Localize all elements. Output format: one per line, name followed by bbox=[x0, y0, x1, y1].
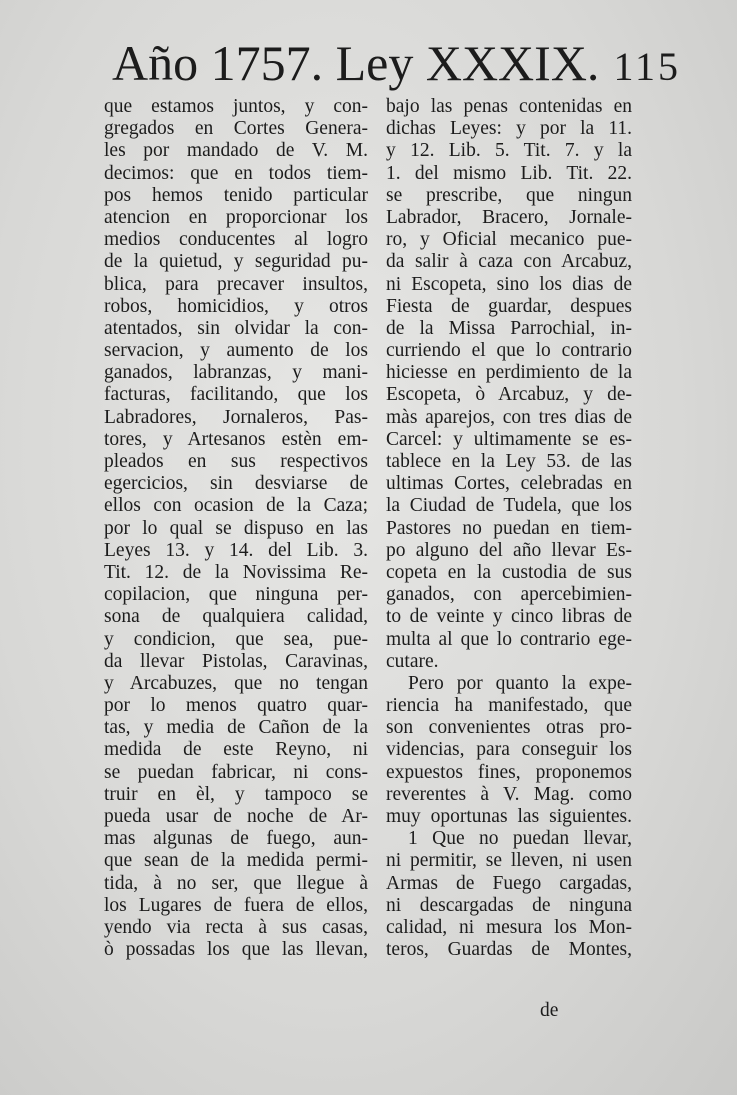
text-line: teros, Guardas de Montes, bbox=[386, 939, 632, 961]
running-title: Año 1757. Ley XXXIX. bbox=[112, 35, 600, 91]
text-line: bajo las penas contenidas en bbox=[386, 96, 632, 117]
text-line: de la Missa Parrochial, in- bbox=[386, 317, 632, 339]
text-line: 1. del mismo Lib. Tit. 22. bbox=[386, 162, 632, 184]
text-line: los Lugares de fuera de ellos, bbox=[104, 894, 368, 916]
text-line: Pastores no puedan en tiem- bbox=[386, 517, 632, 539]
text-line: ganados, labranzas, y mani- bbox=[104, 362, 368, 384]
text-line: y condicion, que sea, pue- bbox=[104, 628, 368, 650]
text-line: Armas de Fuego cargadas, bbox=[386, 872, 632, 894]
text-line: truir en èl, y tampoco se bbox=[104, 783, 368, 805]
text-line: de la quietud, y seguridad pu- bbox=[104, 251, 368, 273]
text-line: da salir à caza con Arcabuz, bbox=[386, 251, 632, 273]
text-line: ni Escopeta, sino los dias de bbox=[386, 273, 632, 295]
text-line: medios conducentes al logro bbox=[104, 229, 368, 251]
text-line: ganados, con apercebimien- bbox=[386, 584, 632, 606]
text-line: pleados en sus respectivos bbox=[104, 451, 368, 472]
text-line: tas, y media de Cañon de la bbox=[104, 717, 368, 739]
text-line: atentados, sin olvidar la con- bbox=[104, 317, 368, 339]
text-line: Labradores, Jornaleros, Pas- bbox=[104, 406, 368, 428]
text-line: por lo qual se dispuso en las bbox=[104, 517, 368, 539]
text-line: muy oportunas las siguientes. bbox=[386, 806, 632, 827]
text-line: cutare. bbox=[386, 650, 439, 672]
text-line: reverentes à V. Mag. como bbox=[386, 783, 632, 805]
text-line: se puedan fabricar, ni cons- bbox=[104, 761, 368, 783]
page-header bbox=[112, 32, 681, 94]
catchword: de bbox=[540, 1000, 559, 1021]
text-line: y Arcabuzes, que no tengan bbox=[104, 672, 368, 694]
text-line: po alguno del año llevar Es- bbox=[386, 539, 632, 561]
text-line: Pero por quanto la expe- bbox=[408, 672, 632, 694]
text-line: se prescribe, que ningun bbox=[386, 184, 632, 206]
text-line: atencion en proporcionar los bbox=[104, 206, 368, 228]
text-line: les por mandado de V. M. bbox=[104, 140, 368, 162]
text-line: dichas Leyes: y por la 11. bbox=[386, 118, 632, 140]
text-line: curriendo el que lo contrario bbox=[386, 340, 632, 362]
text-line: hiciesse en perdimiento de la bbox=[386, 362, 632, 384]
text-line: por lo menos quatro quar- bbox=[104, 695, 368, 717]
text-line: pos hemos tenido particular bbox=[104, 184, 368, 206]
text-line: servacion, y aumento de los bbox=[104, 340, 368, 362]
text-line: 1 Que no puedan llevar, bbox=[408, 828, 632, 850]
text-line: Leyes 13. y 14. del Lib. 3. bbox=[104, 539, 368, 561]
text-line: Carcel: y ultimamente se es- bbox=[386, 428, 632, 450]
text-line: facturas, facilitando, que los bbox=[104, 384, 368, 406]
text-line: Labrador, Bracero, Jornale- bbox=[386, 206, 632, 228]
text-line: que estamos juntos, y con- bbox=[104, 96, 368, 117]
text-line: pueda usar de noche de Ar- bbox=[104, 806, 368, 827]
text-line: que sean de la medida permi- bbox=[104, 850, 368, 872]
text-line: ultimas Cortes, celebradas en bbox=[386, 473, 632, 495]
text-line: tores, y Artesanos estèn em- bbox=[104, 428, 368, 450]
text-line: yendo via recta à sus casas, bbox=[104, 916, 368, 938]
left-text-column bbox=[104, 96, 368, 961]
right-text-column bbox=[386, 96, 632, 961]
text-line: riencia ha manifestado, que bbox=[386, 695, 632, 717]
text-line: Fiesta de guardar, despues bbox=[386, 295, 632, 317]
text-line: egercicios, sin desviarse de bbox=[104, 473, 368, 495]
text-line: copeta en la custodia de sus bbox=[386, 561, 632, 583]
text-line: blica, para precaver insultos, bbox=[104, 273, 368, 295]
text-line: màs aparejos, con tres dias de bbox=[386, 406, 632, 428]
text-line: sona de qualquiera calidad, bbox=[104, 606, 368, 628]
text-line: copilacion, que ninguna per- bbox=[104, 584, 368, 606]
text-line: ò possadas los que las llevan, bbox=[104, 939, 368, 961]
text-line: ni permitir, se lleven, ni usen bbox=[386, 850, 632, 872]
page-number: 115 bbox=[613, 44, 681, 89]
text-line: ellos con ocasion de la Caza; bbox=[104, 495, 368, 517]
text-line: mas algunas de fuego, aun- bbox=[104, 828, 368, 850]
text-line: son convenientes otras pro- bbox=[386, 717, 632, 739]
text-line: multa al que lo contrario ege- bbox=[386, 628, 632, 650]
text-line: gregados en Cortes Genera- bbox=[104, 118, 368, 140]
text-line: da llevar Pistolas, Caravinas, bbox=[104, 650, 368, 672]
text-line: decimos: que en todos tiem- bbox=[104, 162, 368, 184]
text-line: Tit. 12. de la Novissima Re- bbox=[104, 561, 368, 583]
text-line: la Ciudad de Tudela, que los bbox=[386, 495, 632, 517]
text-line: calidad, ni mesura los Mon- bbox=[386, 916, 632, 938]
text-line: tida, à no ser, que llegue à bbox=[104, 872, 368, 894]
text-line: medida de este Reyno, ni bbox=[104, 739, 368, 761]
text-line: to de veinte y cinco libras de bbox=[386, 606, 632, 628]
text-line: ni descargadas de ninguna bbox=[386, 894, 632, 916]
text-line: tablece en la Ley 53. de las bbox=[386, 451, 632, 472]
text-line: expuestos fines, proponemos bbox=[386, 761, 632, 783]
text-line: robos, homicidios, y otros bbox=[104, 295, 368, 317]
text-line: videncias, para conseguir los bbox=[386, 739, 632, 761]
text-line: y 12. Lib. 5. Tit. 7. y la bbox=[386, 140, 632, 162]
text-line: ro, y Oficial mecanico pue- bbox=[386, 229, 632, 251]
text-line: Escopeta, ò Arcabuz, y de- bbox=[386, 384, 632, 406]
